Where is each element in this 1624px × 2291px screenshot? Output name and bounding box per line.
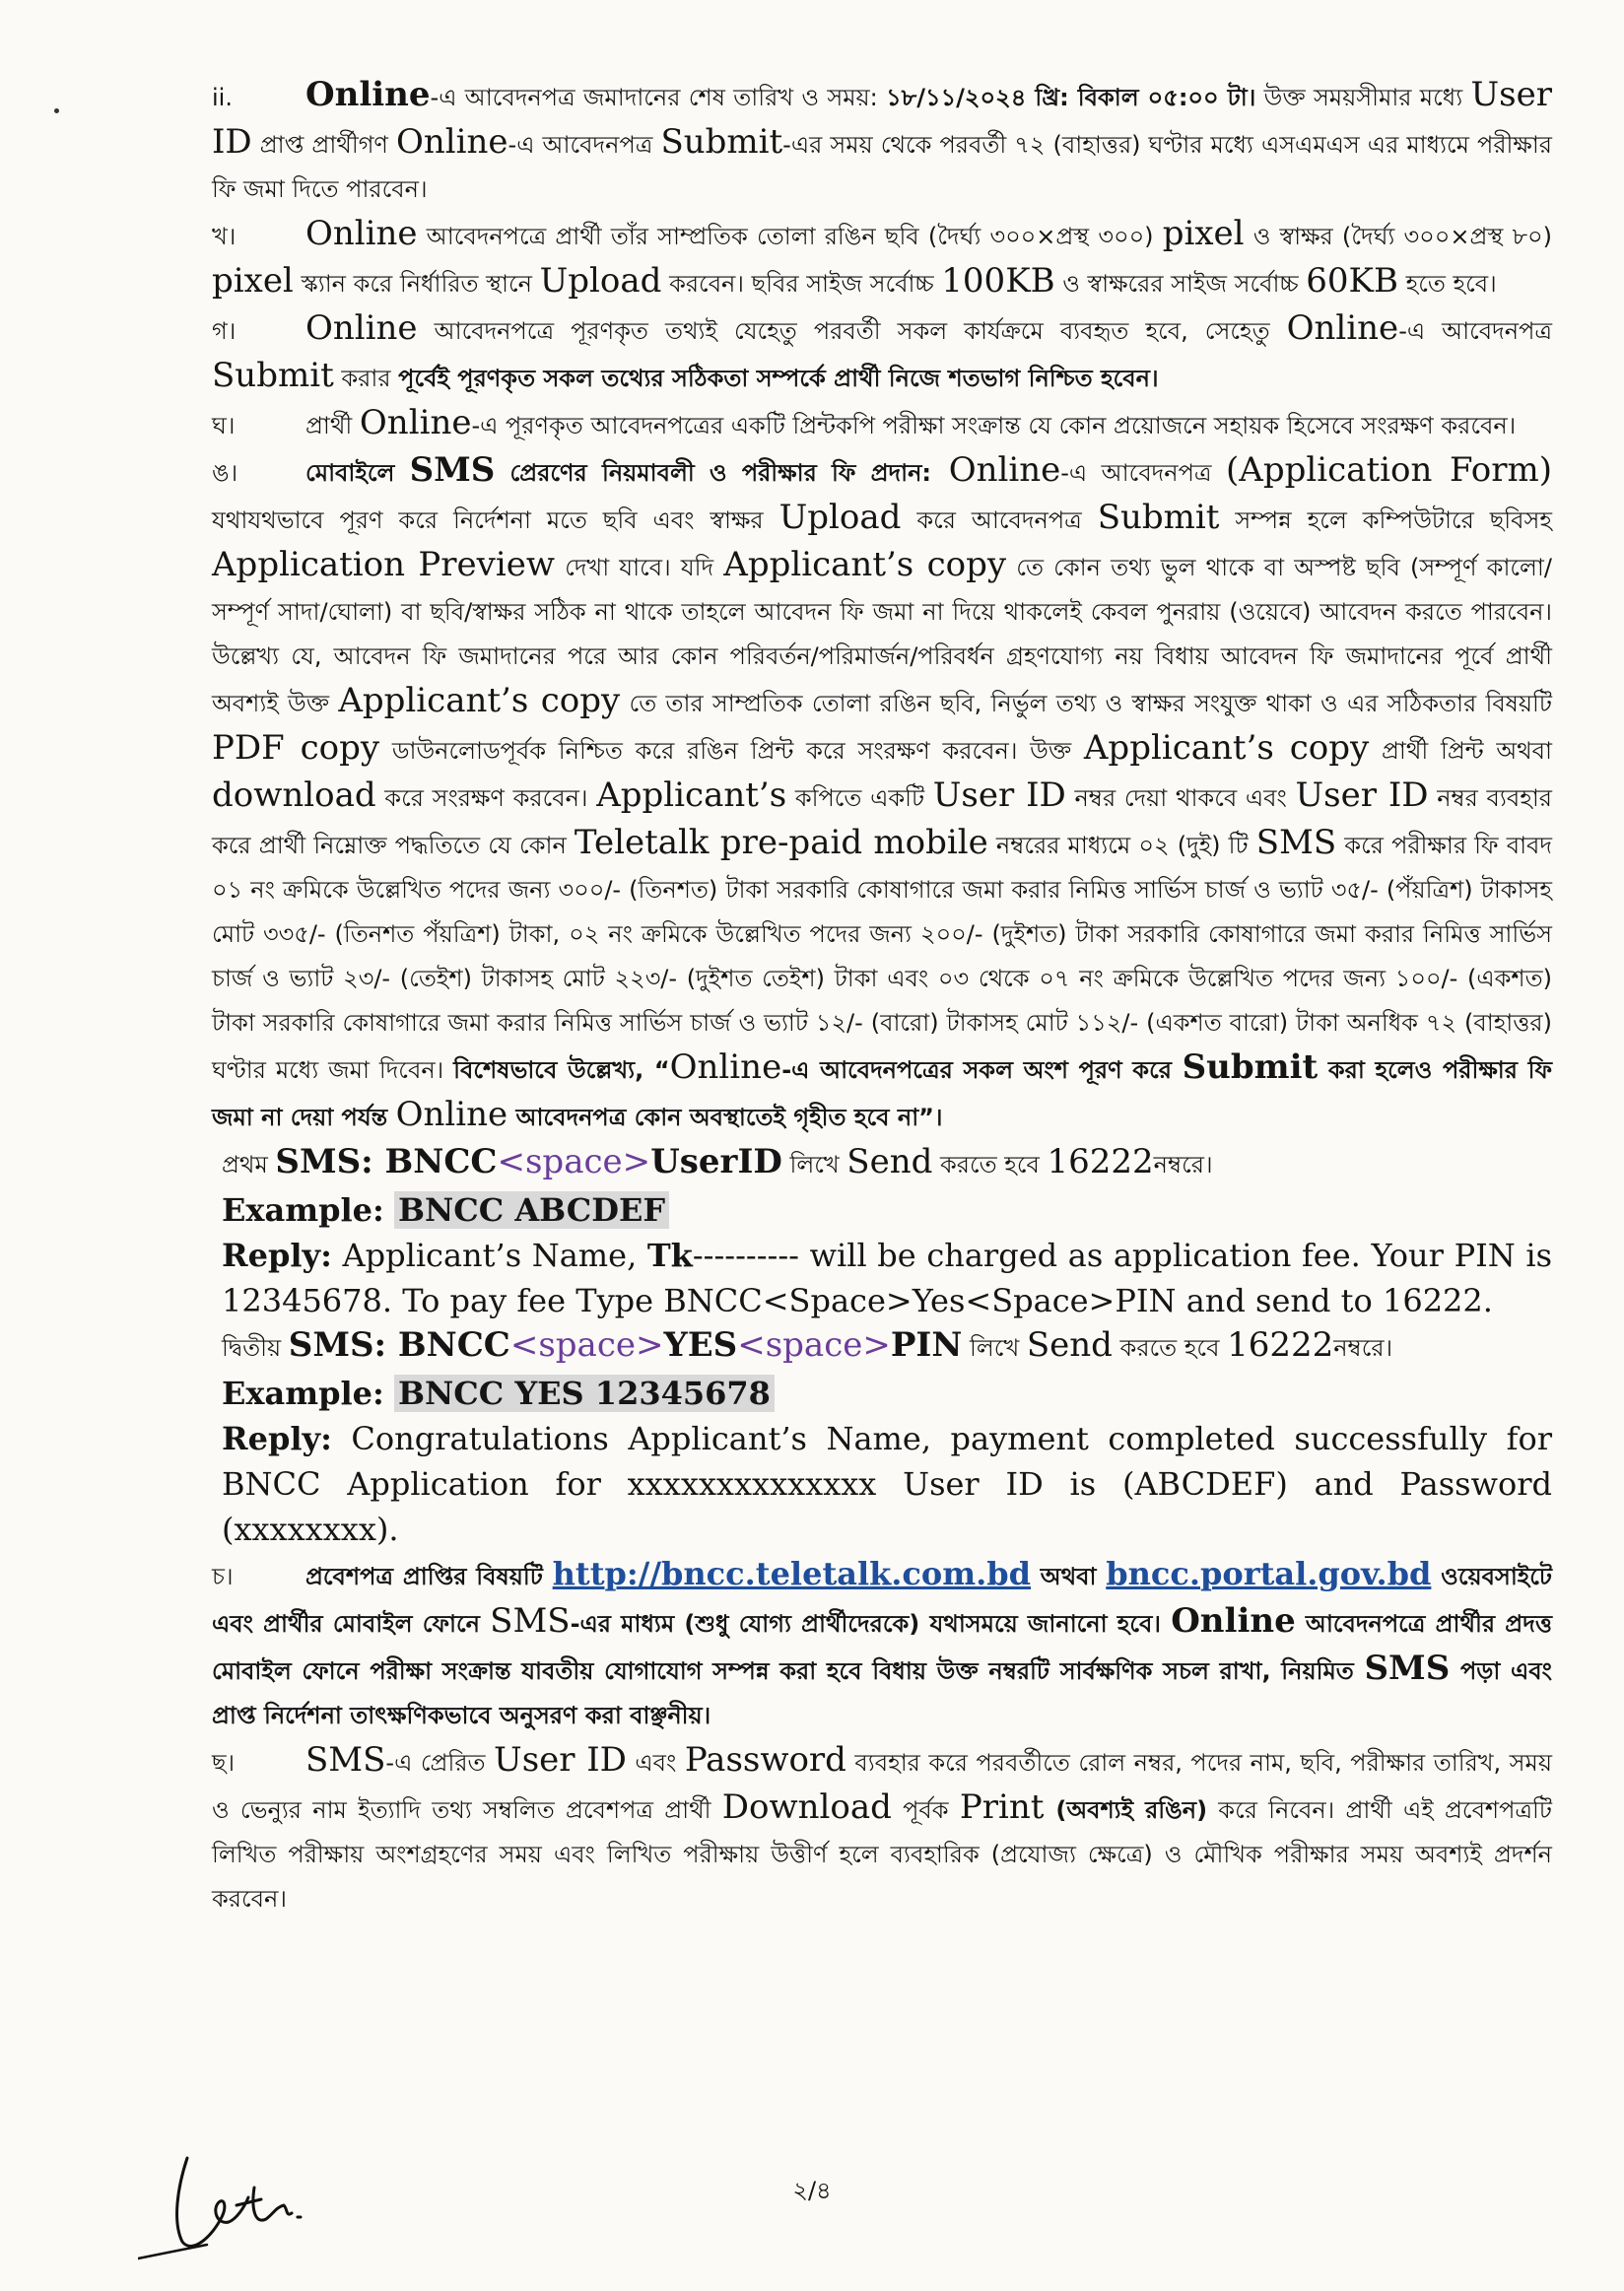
sms2-reply: Reply: Congratulations Applicant’s Name, payment completed successfully for BNCC Application for xxxxxxxxxxxxxx User ID is (ABCDEF) and Password (xxxxxxxx).: [222, 1420, 1552, 1548]
sms1-example: Example: BNCC ABCDEF: [222, 1187, 1552, 1233]
teletalk-link[interactable]: http://bncc.teletalk.com.bd: [552, 1555, 1031, 1592]
paragraph-gha: ঘ। প্রার্থী Online-এ পূরণকৃত আবেদনপত্রের একটি প্রিন্টকপি পরীক্ষা সংক্রান্ত যে কোন প্রয়োজনে সহায়ক হিসেবে সংরক্ষণ করবেন।: [212, 401, 1552, 448]
sms2-example: Example: BNCC YES 12345678: [222, 1371, 1552, 1416]
item-number: ঘ।: [212, 412, 236, 439]
item-number: খ।: [212, 223, 237, 250]
page-number: ২/৪: [792, 2177, 832, 2204]
portal-link[interactable]: bncc.portal.gov.bd: [1106, 1555, 1432, 1592]
sms1-instruction: প্রথম SMS: BNCC<space>UserID লিখে Send করতে হবে 16222নম্বরে।: [222, 1142, 1213, 1181]
paragraph-cha: চ। প্রবেশপত্র প্রাপ্তির বিষয়টি http://bncc.teletalk.com.bd অথবা bncc.portal.gov.bd ওয়েবসাইটে এবং প্রার্থীর মোবাইল ফোনে SMS-এর মাধ্যম (শুধু যোগ্য প্রার্থীদেরকে) যথাসময়ে জানানো হবে। Online আবেদনপত্রে প্রার্থীর প্রদত্ত মোবাইল ফোনে পরীক্ষা সংক্রান্ত যাবতীয় যোগাযোগ সম্পন্ন করা হবে বিধায় উক্ত নম্বরটি সার্বক্ষণিক সচল রাখা, নিয়মিত SMS পড়া এবং প্রাপ্ত নির্দেশনা তাৎক্ষণিকভাবে অনুসরণ করা বাঞ্ছনীয়।: [212, 1555, 1552, 1729]
item-number: ঙ।: [212, 459, 238, 487]
paragraph-kha: খ। Online আবেদনপত্রে প্রার্থী তাঁর সাম্প্রতিক তোলা রঙিন ছবি (দৈর্ঘ্য ৩০০×প্রস্থ ৩০০) pixel ও স্বাক্ষর (দৈর্ঘ্য ৩০০×প্রস্থ ৮০) pixel স্ক্যান করে নির্ধারিত স্থানে Upload করবেন। ছবির সাইজ সর্বোচ্চ 100KB ও স্বাক্ষরের সাইজ সর্বোচ্চ 60KB হতে হবে।: [212, 214, 1552, 301]
sms1-reply: Reply: Applicant’s Name, Tk---------- will be charged as application fee. Your PIN is 12345678. To pay fee Type BNCC<Space>Yes<Space>PIN and send to 16222.: [222, 1237, 1552, 1319]
paragraph-chha: ছ। SMS-এ প্রেরিত User ID এবং Password ব্যবহার করে পরবর্তীতে রোল নম্বর, পদের নাম, ছবি, পরীক্ষার তারিখ, সময় ও ভেন্যুর নাম ইত্যাদি তথ্য সম্বলিত প্রবেশপত্র প্রার্থী Download পূর্বক Print (অবশ্যই রঙিন) করে নিবেন। প্রার্থী এই প্রবেশপত্রটি লিখিত পরীক্ষায় অংশগ্রহণের সময় এবং লিখিত পরীক্ষায় উত্তীর্ণ হলে ব্যবহারিক (প্রযোজ্য ক্ষেত্রে) ও মৌখিক পরীক্ষার সময় অবশ্যই প্রদর্শন করবেন।: [212, 1740, 1552, 1913]
signature: [138, 2148, 374, 2266]
paragraph-ii: ii. Online-এ আবেদনপত্র জমাদানের শেষ তারিখ ও সময়: ১৮/১১/২০২৪ খ্রি: বিকাল ০৫:০০ টা। উক্ত সময়সীমার মধ্যে User ID প্রাপ্ত প্রার্থীগণ Online-এ আবেদনপত্র Submit-এর সময় থেকে পরবর্তী ৭২ (বাহাত্তর) ঘণ্টার মধ্যে এসএমএস এর মাধ্যমে পরীক্ষার ফি জমা দিতে পারবেন।: [212, 75, 1553, 203]
item-number: চ।: [212, 1563, 234, 1590]
item-number: গ।: [212, 317, 237, 345]
paragraph-umo: ঙ। মোবাইলে SMS প্রেরণের নিয়মাবলী ও পরীক্ষার ফি প্রদান: Online-এ আবেদনপত্র (Application Form) যথাযথভাবে পূরণ করে নির্দেশনা মতে ছবি এবং স্বাক্ষর Upload করে আবেদনপত্র Submit সম্পন্ন হলে কম্পিউটারে ছবিসহ Application Preview দেখা যাবে। যদি Applicant’s copy তে কোন তথ্য ভুল থাকে বা অস্পষ্ট ছবি (সম্পূর্ণ কালো/সম্পূর্ণ সাদা/ঘোলা) বা ছবি/স্বাক্ষর সঠিক না থাকে তাহলে আবেদন ফি জমা না দিয়ে থাকলেই কেবল পুনরায় (ওয়েবে) আবেদন করতে পারবেন। উল্লেখ্য যে, আবেদন ফি জমাদানের পরে আর কোন পরিবর্তন/পরিমার্জন/পরিবর্ধন গ্রহণযোগ্য নয় বিধায় আবেদন ফি জমাদানের পূর্বে প্রার্থী অবশ্যই উক্ত Applicant’s copy তে তার সাম্প্রতিক তোলা রঙিন ছবি, নির্ভুল তথ্য ও স্বাক্ষর সংযুক্ত থাকা ও এর সঠিকতার বিষয়টি PDF copy ডাউনলোডপূর্বক নিশ্চিত করে রঙিন প্রিন্ট করে সংরক্ষণ করবেন। উক্ত Applicant’s copy প্রার্থী প্রিন্ট অথবা download করে সংরক্ষণ করবেন। Applicant’s কপিতে একটি User ID নম্বর দেয়া থাকবে এবং User ID নম্বর ব্যবহার করে প্রার্থী নিম্নোক্ত পদ্ধতিতে যে কোন Teletalk pre-paid mobile নম্বরের মাধ্যমে ০২ (দুই) টি SMS করে পরীক্ষার ফি বাবদ ০১ নং ক্রমিকে উল্লেখিত পদের জন্য ৩০০/- (তিনশত) টাকা সরকারি কোষাগারে জমা করার নিমিত্ত সার্ভিস চার্জ ও ভ্যাট ৩৫/- (পঁয়ত্রিশ) টাকাসহ মোট ৩৩৫/- (তিনশত পঁয়ত্রিশ) টাকা, ০২ নং ক্রমিকে উল্লেখিত পদের জন্য ২০০/- (দুইশত) টাকা সরকারি কোষাগারে জমা করার নিমিত্ত সার্ভিস চার্জ ও ভ্যাট ২৩/- (তেইশ) টাকাসহ মোট ২২৩/- (দুইশত তেইশ) টাকা এবং ০৩ থেকে ০৭ নং ক্রমিকে উল্লেখিত পদের জন্য ১০০/- (একশত) টাকা সরকারি কোষাগারে জমা করার নিমিত্ত সার্ভিস চার্জ ও ভ্যাট ১২/- (বারো) টাকাসহ মোট ১১২/- (একশত বারো) টাকা অনধিক ৭২ (বাহাত্তর) ঘণ্টার মধ্যে জমা দিবেন। বিশেষভাবে উল্লেখ্য, “Online-এ আবেদনপত্রের সকল অংশ পূরণ করে Submit করা হলেও পরীক্ষার ফি জমা না দেয়া পর্যন্ত Online আবেদনপত্র কোন অবস্থাতেই গৃহীত হবে না”।: [212, 450, 1552, 1134]
paragraph-ga: গ। Online আবেদনপত্রে পূরণকৃত তথ্যই যেহেতু পরবর্তী সকল কার্যক্রমে ব্যবহৃত হবে, সেহেতু Online-এ আবেদনপত্র Submit করার পূর্বেই পূরণকৃত সকল তথ্যের সঠিকতা সম্পর্কে প্রার্থী নিজে শতভাগ নিশ্চিত হবেন।: [212, 308, 1552, 395]
item-number: ii.: [212, 84, 233, 111]
sms2-instruction: দ্বিতীয় SMS: BNCC<space>YES<space>PIN লিখে Send করতে হবে 16222নম্বরে।: [222, 1325, 1393, 1365]
scan-speck: [54, 108, 59, 113]
document-body: [212, 73, 1552, 1921]
item-number: ছ।: [212, 1749, 236, 1777]
